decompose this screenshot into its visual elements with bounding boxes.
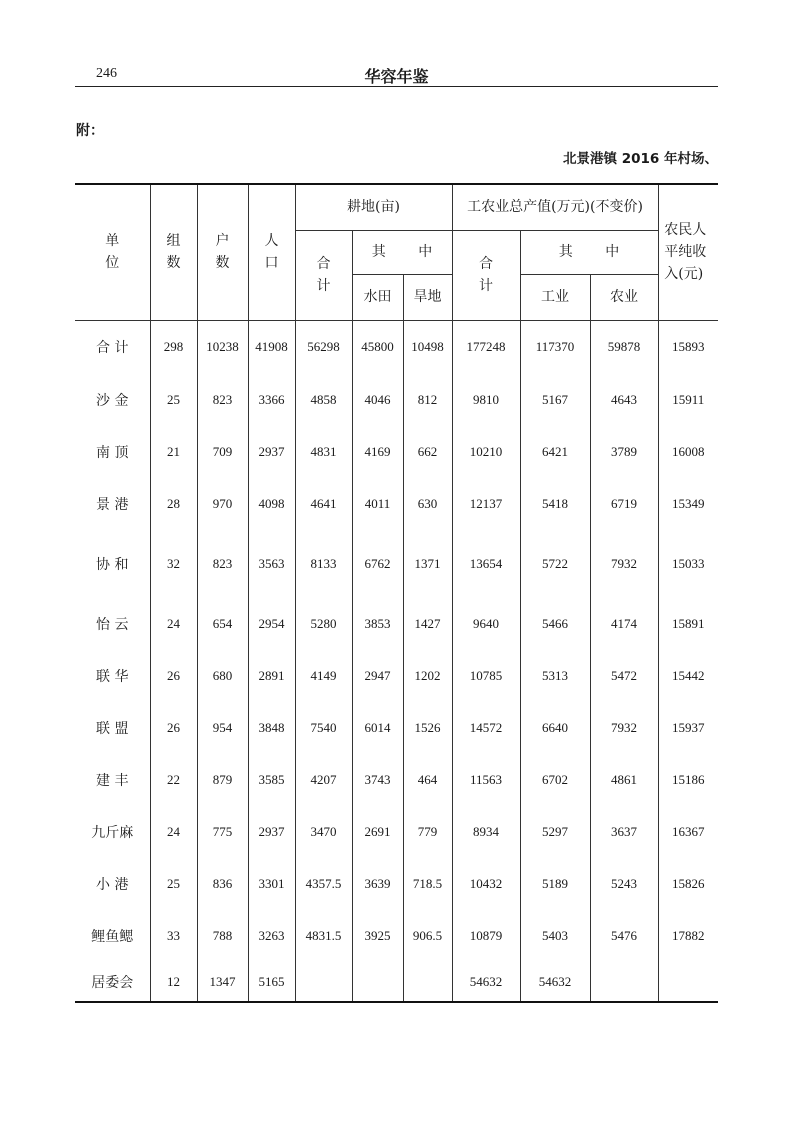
- header-rule: [75, 86, 718, 87]
- cell-agriculture: 5476: [590, 910, 658, 962]
- header-paddy: 水田: [352, 274, 403, 320]
- cell-groups: 25: [150, 374, 197, 426]
- cell-dry: 1371: [403, 530, 452, 598]
- cell-name: 南 顶: [75, 426, 150, 478]
- cell-paddy: 4011: [352, 478, 403, 530]
- cell-dry: 1526: [403, 702, 452, 754]
- cell-dry: 718.5: [403, 858, 452, 910]
- cell-paddy: 2947: [352, 650, 403, 702]
- header-farmland-of-which: 其 中: [352, 230, 452, 274]
- cell-industry: 54632: [520, 962, 590, 1002]
- cell-households: 10238: [197, 320, 248, 374]
- cell-name: 沙 金: [75, 374, 150, 426]
- cell-output-total: 10879: [452, 910, 520, 962]
- page-number: 246: [96, 66, 117, 81]
- cell-population: 5165: [248, 962, 295, 1002]
- cell-output-total: 12137: [452, 478, 520, 530]
- cell-dry: [403, 962, 452, 1002]
- cell-agriculture: 3789: [590, 426, 658, 478]
- cell-income: 15349: [658, 478, 718, 530]
- cell-output-total: 10432: [452, 858, 520, 910]
- cell-dry: 906.5: [403, 910, 452, 962]
- header-agriculture: 农业: [590, 274, 658, 320]
- table-row: [75, 858, 718, 910]
- table-row: [75, 478, 718, 530]
- cell-households: 970: [197, 478, 248, 530]
- cell-households: 775: [197, 806, 248, 858]
- cell-income: 15893: [658, 320, 718, 374]
- cell-population: 2954: [248, 598, 295, 650]
- cell-groups: 21: [150, 426, 197, 478]
- cell-agriculture: 3637: [590, 806, 658, 858]
- cell-agriculture: 5472: [590, 650, 658, 702]
- table-row: [75, 426, 718, 478]
- cell-households: 788: [197, 910, 248, 962]
- table-row: [75, 374, 718, 426]
- cell-output-total: 177248: [452, 320, 520, 374]
- cell-industry: 5403: [520, 910, 590, 962]
- cell-land-total: 3470: [295, 806, 352, 858]
- header-output: 工农业总产值(万元)(不变价): [452, 184, 658, 230]
- cell-population: 2937: [248, 806, 295, 858]
- cell-paddy: 2691: [352, 806, 403, 858]
- cell-industry: 5297: [520, 806, 590, 858]
- table-row: [75, 530, 718, 598]
- cell-dry: 10498: [403, 320, 452, 374]
- cell-groups: 28: [150, 478, 197, 530]
- cell-population: 3301: [248, 858, 295, 910]
- cell-industry: 5466: [520, 598, 590, 650]
- cell-industry: 5722: [520, 530, 590, 598]
- cell-name: 合 计: [75, 320, 150, 374]
- cell-population: 3563: [248, 530, 295, 598]
- cell-households: 823: [197, 374, 248, 426]
- cell-paddy: 6762: [352, 530, 403, 598]
- cell-dry: 812: [403, 374, 452, 426]
- cell-name: 建 丰: [75, 754, 150, 806]
- cell-population: 3585: [248, 754, 295, 806]
- cell-households: 879: [197, 754, 248, 806]
- cell-paddy: 45800: [352, 320, 403, 374]
- table-header: [75, 184, 718, 320]
- cell-industry: 5418: [520, 478, 590, 530]
- cell-population: 41908: [248, 320, 295, 374]
- cell-name: 小 港: [75, 858, 150, 910]
- cell-industry: 6640: [520, 702, 590, 754]
- cell-paddy: 3925: [352, 910, 403, 962]
- cell-paddy: 3639: [352, 858, 403, 910]
- cell-groups: 25: [150, 858, 197, 910]
- cell-groups: 26: [150, 650, 197, 702]
- cell-output-total: 10785: [452, 650, 520, 702]
- cell-industry: 6702: [520, 754, 590, 806]
- cell-industry: 5313: [520, 650, 590, 702]
- table-row: [75, 320, 718, 374]
- cell-dry: 630: [403, 478, 452, 530]
- cell-groups: 33: [150, 910, 197, 962]
- header-output-of-which: 其 中: [520, 230, 658, 274]
- cell-agriculture: [590, 962, 658, 1002]
- cell-land-total: 8133: [295, 530, 352, 598]
- cell-population: 2937: [248, 426, 295, 478]
- cell-land-total: 4641: [295, 478, 352, 530]
- header-population: 人口: [248, 184, 295, 320]
- cell-households: 1347: [197, 962, 248, 1002]
- header-farmland-total: 合计: [295, 230, 352, 320]
- cell-name: 协 和: [75, 530, 150, 598]
- cell-income: 15891: [658, 598, 718, 650]
- table-title: 北景港镇 2016 年村场、: [563, 151, 718, 167]
- cell-land-total: 4207: [295, 754, 352, 806]
- header-output-total: 合计: [452, 230, 520, 320]
- table-row: [75, 598, 718, 650]
- cell-paddy: 4169: [352, 426, 403, 478]
- cell-households: 823: [197, 530, 248, 598]
- cell-dry: 1427: [403, 598, 452, 650]
- cell-income: 15442: [658, 650, 718, 702]
- cell-dry: 662: [403, 426, 452, 478]
- cell-land-total: 4831.5: [295, 910, 352, 962]
- cell-output-total: 14572: [452, 702, 520, 754]
- cell-income: 15186: [658, 754, 718, 806]
- cell-agriculture: 59878: [590, 320, 658, 374]
- cell-land-total: 5280: [295, 598, 352, 650]
- cell-land-total: 7540: [295, 702, 352, 754]
- cell-industry: 5167: [520, 374, 590, 426]
- cell-name: 九斤麻: [75, 806, 150, 858]
- cell-households: 654: [197, 598, 248, 650]
- header-unit: 单位: [75, 184, 150, 320]
- cell-name: 联 华: [75, 650, 150, 702]
- cell-groups: 26: [150, 702, 197, 754]
- cell-groups: 32: [150, 530, 197, 598]
- cell-groups: 12: [150, 962, 197, 1002]
- table-row: [75, 650, 718, 702]
- cell-name: 居委会: [75, 962, 150, 1002]
- cell-households: 954: [197, 702, 248, 754]
- cell-groups: 22: [150, 754, 197, 806]
- cell-income: 16008: [658, 426, 718, 478]
- cell-income: 17882: [658, 910, 718, 962]
- cell-groups: 24: [150, 806, 197, 858]
- cell-name: 怡 云: [75, 598, 150, 650]
- cell-industry: 6421: [520, 426, 590, 478]
- cell-output-total: 10210: [452, 426, 520, 478]
- cell-land-total: 56298: [295, 320, 352, 374]
- cell-income: 15033: [658, 530, 718, 598]
- cell-industry: 5189: [520, 858, 590, 910]
- cell-agriculture: 7932: [590, 530, 658, 598]
- cell-paddy: [352, 962, 403, 1002]
- cell-name: 联 盟: [75, 702, 150, 754]
- cell-groups: 298: [150, 320, 197, 374]
- cell-households: 680: [197, 650, 248, 702]
- header-income: 农民人平纯收入(元): [658, 184, 718, 320]
- cell-agriculture: 4174: [590, 598, 658, 650]
- cell-paddy: 4046: [352, 374, 403, 426]
- cell-output-total: 54632: [452, 962, 520, 1002]
- cell-population: 4098: [248, 478, 295, 530]
- cell-income: 15826: [658, 858, 718, 910]
- cell-agriculture: 5243: [590, 858, 658, 910]
- cell-population: 3366: [248, 374, 295, 426]
- cell-dry: 464: [403, 754, 452, 806]
- table-row: [75, 754, 718, 806]
- cell-income: [658, 962, 718, 1002]
- cell-households: 836: [197, 858, 248, 910]
- cell-paddy: 3743: [352, 754, 403, 806]
- cell-agriculture: 4861: [590, 754, 658, 806]
- cell-name: 景 港: [75, 478, 150, 530]
- village-statistics-table: [75, 183, 718, 1003]
- header-farmland: 耕地(亩): [295, 184, 452, 230]
- table-row: [75, 806, 718, 858]
- table-body: [75, 320, 718, 1002]
- cell-dry: 779: [403, 806, 452, 858]
- cell-population: 3848: [248, 702, 295, 754]
- cell-output-total: 13654: [452, 530, 520, 598]
- cell-population: 2891: [248, 650, 295, 702]
- book-title: 华容年鉴: [364, 67, 429, 86]
- header-households: 户数: [197, 184, 248, 320]
- cell-agriculture: 6719: [590, 478, 658, 530]
- cell-agriculture: 4643: [590, 374, 658, 426]
- cell-output-total: 9810: [452, 374, 520, 426]
- cell-dry: 1202: [403, 650, 452, 702]
- cell-agriculture: 7932: [590, 702, 658, 754]
- cell-land-total: 4858: [295, 374, 352, 426]
- cell-households: 709: [197, 426, 248, 478]
- cell-income: 15937: [658, 702, 718, 754]
- cell-paddy: 3853: [352, 598, 403, 650]
- cell-output-total: 9640: [452, 598, 520, 650]
- cell-output-total: 8934: [452, 806, 520, 858]
- table-row: [75, 910, 718, 962]
- header-dry: 旱地: [403, 274, 452, 320]
- cell-land-total: 4149: [295, 650, 352, 702]
- cell-output-total: 11563: [452, 754, 520, 806]
- appendix-label: 附：: [76, 123, 104, 139]
- cell-paddy: 6014: [352, 702, 403, 754]
- cell-name: 鲤鱼鳃: [75, 910, 150, 962]
- cell-groups: 24: [150, 598, 197, 650]
- header-groups: 组数: [150, 184, 197, 320]
- cell-land-total: 4357.5: [295, 858, 352, 910]
- cell-land-total: 4831: [295, 426, 352, 478]
- table-row: [75, 962, 718, 1002]
- cell-industry: 117370: [520, 320, 590, 374]
- cell-income: 16367: [658, 806, 718, 858]
- table-row: [75, 702, 718, 754]
- cell-population: 3263: [248, 910, 295, 962]
- cell-land-total: [295, 962, 352, 1002]
- cell-income: 15911: [658, 374, 718, 426]
- header-industry: 工业: [520, 274, 590, 320]
